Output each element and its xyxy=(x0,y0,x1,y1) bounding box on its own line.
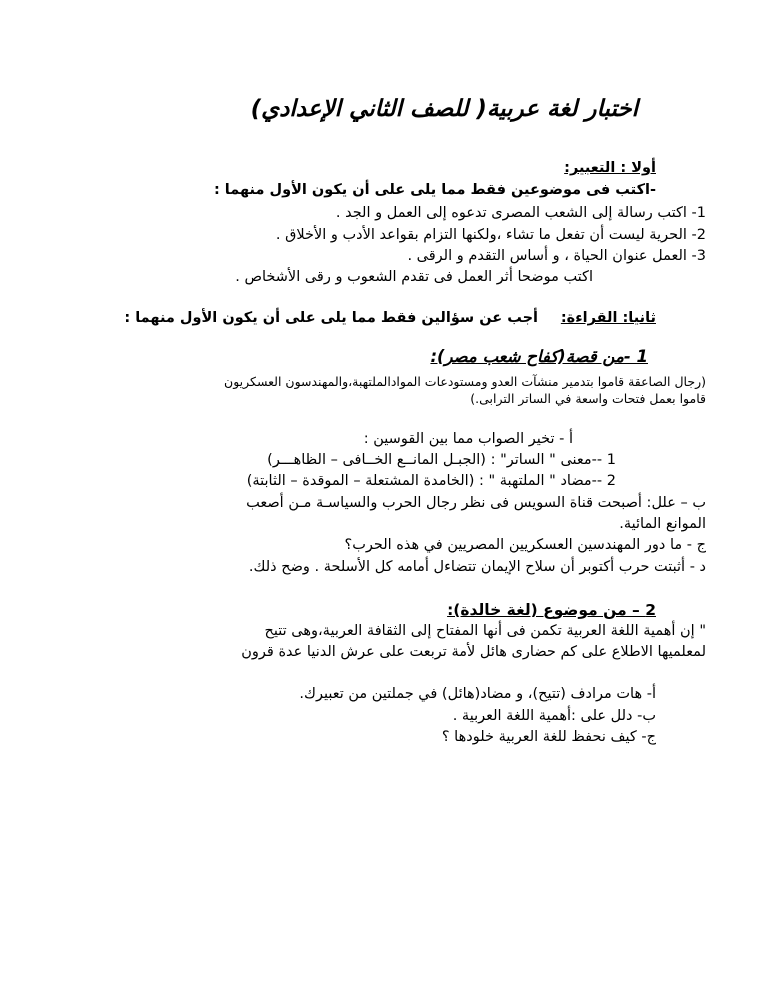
question2-part-a: أ- هات مرادف (تتيح)، و مضاد(هائل) في جملتين من تعبيرك. xyxy=(299,686,656,702)
question1-part-d: د - أثبتت حرب أكتوبر أن سلاح الإيمان تتضاءل أمامه كل الأسلحة . وضح ذلك. xyxy=(248,559,706,575)
question1-passage-line2: قاموا بعمل فتحات واسعة في الساتر الترابى.) xyxy=(470,391,706,406)
question2-passage-line1: " إن أهمية اللغة العربية تكمن فى أنها المفتاح إلى الثقافة العربية،وهى تتيح xyxy=(264,623,706,639)
question2-part-b: ب- دلل على :أهمية اللغة العربية . xyxy=(452,708,656,724)
section2-heading: ثانيا: القراءة: xyxy=(560,310,656,326)
essay-topic-2: 2- الحرية ليست أن تفعل ما تشاء ،ولكنها التزام بقواعد الأدب و الأخلاق . xyxy=(275,227,706,243)
question2-heading: 2 – من موضوع (لغة خالدة): xyxy=(447,601,656,619)
section1-heading: أولا : التعبير: xyxy=(564,160,656,176)
question1-part-a-item2: 2 --مضاد " الملتهبة " : (الخامدة المشتعلة – الموقدة – الثابتة) xyxy=(246,473,616,489)
question1-part-a-item1: 1 --معنى " الساتر" : (الجبـل المانــع الخــافى – الظاهـــر) xyxy=(267,452,616,468)
question1-heading: 1 -من قصة(كفاح شعب مصر): xyxy=(430,347,648,366)
essay-topic-3: 3- العمل عنوان الحياة ، و أساس التقدم و الرقى . xyxy=(407,248,706,264)
question1-part-c: ج - ما دور المهندسين العسكريين المصريين في هذه الحرب؟ xyxy=(344,537,706,553)
question1-part-b-line1: ب – علل: أصبحت قناة السويس فى نظر رجال الحرب والسياسـة مـن أصعب xyxy=(246,495,706,511)
question2-passage-line2: لمعلميها الاطلاع على كم حضارى هائل لأمة تربعت على عرش الدنيا عدة قرون xyxy=(241,644,706,660)
exam-title: اختبار لغة عربية( للصف الثاني الإعدادي) xyxy=(250,96,638,122)
question1-passage-line1: (رجال الصاعقة قاموا بتدمير منشآت العدو ومستودعات الموادالملتهبة،والمهندسون العسكريون xyxy=(224,374,706,389)
essay-topic-1: 1- اكتب رسالة إلى الشعب المصرى تدعوه إلى العمل و الجد . xyxy=(335,205,706,221)
question1-part-a: أ - تخير الصواب مما بين القوسين : xyxy=(363,431,573,447)
essay-topic-3-task: اكتب موضحا أثر العمل فى تقدم الشعوب و رقى الأشخاص . xyxy=(235,269,593,285)
question1-part-b-line2: الموانع المائية. xyxy=(619,516,706,532)
section2-instruction: أجب عن سؤالين فقط مما يلى على أن يكون الأول منهما : xyxy=(124,310,538,326)
question2-part-c: ج- كيف نحفظ للغة العربية خلودها ؟ xyxy=(441,729,656,745)
section1-instruction: -اكتب فى موضوعين فقط مما يلى على أن يكون الأول منهما : xyxy=(213,182,656,198)
